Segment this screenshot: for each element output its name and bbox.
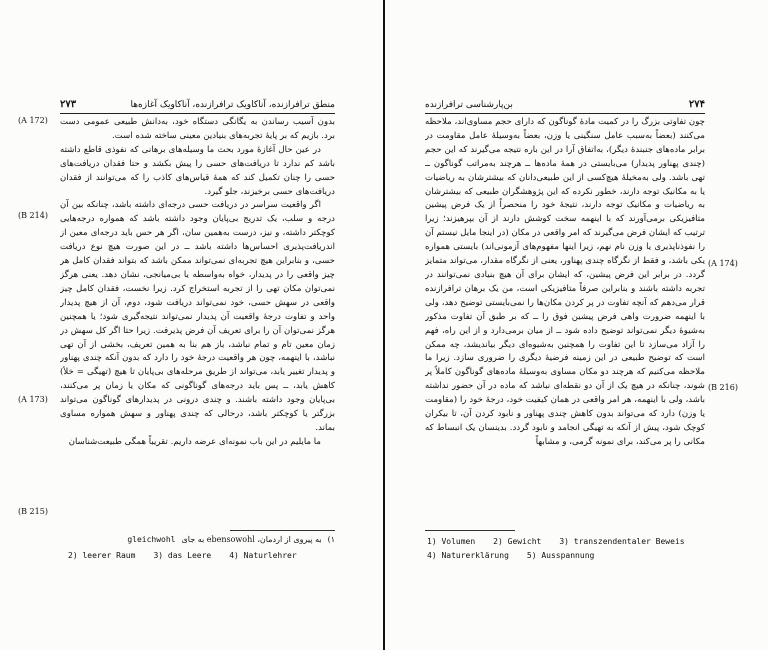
paragraph: چون تفاوتی بزرگ را در کمیت مادهٔ گوناگون که دارای حجم مساوی‌اند، ملاحظه می‌کنند (بعضاً به‌سبب عامل سنگینی یا وزن، بعضاً به‌وسیلهٔ عامل مقاومت در برابر ماده‌های جنبندهٔ دیگر)، به‌اتفاق آرا در این باره نتیجه می‌گیرند که این حجم (چندی پهناور پدیدار) می‌بایستی در همهٔ ماده‌ها ــ هرچند به‌مراتب گوناگون ــ تهی باشد. ولی به‌مخیلهٔ هیچ‌کسی از این طبیعی‌دانان که بیشترشان به ریاضیات یا به مکانیک توجه دارند، خطور نکرده که این پژوهشگران طبیعی که بیشترشان به ریاضیات و مکانیک توجه دارند، نتیجهٔ خود را منحصراً از یک فرض پیشین متافیزیکی برمی‌آورند که با اینهمه سخت کوشش دارند از آن بپرهیزند؛ زیرا ترتیب که ایشان فرض می‌گیرند که امر واقعی در مکان (در اینجا مایل نیستم آن را نفوذناپذیری یا وزن نام نهم، زیرا اینها مفهوم‌های آزمونی‌اند) بایستی همواره یکی باشد، و فقط از نگرگاه چندی پهناور، یعنی از نگرگاه مقدار، می‌تواند متمایز گردد. در برابر این فرض پیشین، که ایشان برای آن هیچ بنیادی نمی‌توانند در تجربه داشته باشند و بنابراین صرفاً متافیزیکی است، من یک برهان ترافرازنده قرار می‌دهم که آنچه تفاوت در پر کردن مکان‌ها را نمی‌بایستی توضیح دهد، ولی با اینهمه ضرورت واهی فرض پیشین فوق را ــ که بر طبق آن تفاوت مذکور به‌شیوهٔ دیگر نمی‌تواند توضیح داده شود ــ از میان برمی‌دارد و از این راه، فهم را آزاد می‌سازد تا این تفاوت را همچنین به‌شیوه‌ای دیگر بیاندیشد، چه ممکن است که توضیح طبیعی در این زمینه فرضیهٔ دیگری را ضروری سازد. زیرا ما ملاحظه می‌کنیم که هرچند دو مکان مساوی به‌وسیلهٔ ماده‌های گوناگون کاملاً پر شوند، چنانکه در هیچ یک از آن دو نقطه‌ای نباشد که ماده در آن حضور نداشته باشد، ولی با اینهمه، هر امر واقعی در همان کیفیت خود، درجهٔ خود را (مقاومت یا وزن) دارد که می‌تواند بدون کاهش چندی پهناور و نابود کردن آن، تا بیکران کوچک شود، پیش از آنکه به تهیگی انجامد و نابود گردد. بدینسان یک انبساط که مکانی را پر می‌کند، برای نمونه گرمی، و مشابهاً: [425, 117, 705, 447]
right-header-rule: [425, 113, 705, 114]
margin-ref-b216: (B 216): [708, 383, 738, 392]
margin-ref-b214: (B 214): [18, 211, 48, 220]
right-running-head-row: [425, 96, 705, 110]
footnote-item: 3) transzendentaler Beweis: [559, 537, 685, 546]
margin-ref-a172: (A 172): [18, 116, 48, 125]
footnote-number: (۱: [327, 535, 335, 544]
footnote-persian-text: به پیروی از اردمان، ebensowohl به جای: [181, 535, 322, 544]
margin-ref-a173: (A 173): [18, 395, 48, 404]
right-footnote-row-1: [427, 537, 685, 546]
footnote-item: 2) Gewicht: [493, 537, 542, 546]
right-footnote-row-2: [427, 551, 594, 560]
left-running-head-row: [60, 96, 335, 110]
footnote-item: 2) leerer Raum: [68, 551, 136, 560]
right-page-number: ۲۷۴: [688, 99, 705, 110]
paragraph: بدون آسیب رساندن به یگانگی دستگاه خود، به‌دانش طبیعی عمومی دست برد. بازیم که بر پایهٔ تجربه‌های بنیادین معینی ساخته شده است.: [60, 117, 335, 141]
left-footnote-1: [60, 535, 335, 544]
paragraph: اگر واقعیت سراسر در دریافت حسی درجه‌ای داشته باشد، چنانکه بین آن درجه و سلب، یک تدریج بی‌پایان وجود داشته باشد که همواره درجه‌هایی کوچکتر داشته، و نیز، درست به‌همین سان، اگر هر حس باید درجه‌ای معین از اندریافت‌پذیری احساس‌ها داشته باشد ــ در این صورت هیچ نوع دریافت حسی، و بنابراین هیچ تجربه‌ای نمی‌تواند ممکن باشد که بتواند فقدان کامل هر چیز واقعی را در پدیدار، خواه به‌واسطه یا بی‌میانجی، نشان دهد. یعنی هرگز نمی‌توان مکان تهی را از تجربه استخراج کرد. زیرا نخست، فقدان کامل چیز واقعی در سهش حسی، خود نمی‌تواند دریافت شود، دوم، آن از هیچ پدیدار واحد و تفاوت درجهٔ واقعیت آن پدیدار نمی‌تواند نتیجه‌گیری شود؛ یا همچنین هرگز نمی‌توان آن را برای تعریف آن فرض پذیرفت. زیرا حتا اگر کل سهش در زمان معین تام و تمام نباشد، باز هم بنا به همین تعریف، بخشی از آن تهی نباشد، با اینهمه، چون هر واقعیت درجهٔ خود را دارد که بدون آنکه چندی پهناور و پدیدار تغییر یابد، می‌تواند از طریق مرحله‌های بی‌پایان تا هیچ (تهیگی = خلأ) کاهش یابد، ــ پس باید درجه‌های گوناگونی که مکان یا زمان پر می‌کنند، بی‌پایان وجود داشته باشند. و چندی درونی در پدیدارهای گوناگون می‌تواند بزرگتر یا کوچکتر باشد، درحالی که چندی پهناور و سهش همواره مساوی بماند.: [60, 200, 335, 433]
footnote-item: 4) Naturlehrer: [229, 551, 297, 560]
footnote-item: 5) Ausspannung: [526, 551, 595, 560]
left-body-text: [60, 116, 335, 516]
left-running-head: منطق ترافرازنده، آناکاویک ترافرازنده، آناکاویک آغازه‌ها: [130, 100, 335, 110]
footnote-item: 4) Naturerklärung: [427, 551, 509, 560]
left-footnote-2: [68, 551, 297, 560]
left-footnote-rule: [230, 530, 335, 531]
left-header-rule: [60, 113, 335, 114]
right-page: [385, 0, 768, 650]
margin-ref-a174: (A 174): [708, 259, 738, 268]
right-running-head: بن‌پارشناسی ترافرازنده: [425, 100, 513, 110]
footnote-item: 3) das Leere: [153, 551, 212, 560]
right-body-text: [425, 116, 705, 520]
footnote-item: 1) Volumen: [427, 537, 476, 546]
footnote-german-word: gleichwohl: [127, 535, 176, 544]
paragraph: در عین حال آغازهٔ مورد بحث ما وسیله‌های برهانی که نفوذی قاطع داشته باشد کم ندارد تا دریافت‌های حسی را پیش بکشد و حتا فقدان دریافت‌های حسی را چنان تکمیل کند که همهٔ قیاس‌های کاذب را که می‌توانند از فقدان دریافت‌های حسی برخیزند، جلو گیرد.: [60, 144, 335, 197]
margin-ref-b215: (B 215): [18, 507, 48, 516]
left-page-number: ۲۷۳: [60, 99, 77, 110]
right-footnote-rule: [425, 530, 515, 531]
paragraph: ما مایلیم در این باب نمونه‌ای عرضه داریم. تقریباً همگی طبیعت‌شناسان: [68, 436, 321, 447]
left-page: [0, 0, 383, 650]
